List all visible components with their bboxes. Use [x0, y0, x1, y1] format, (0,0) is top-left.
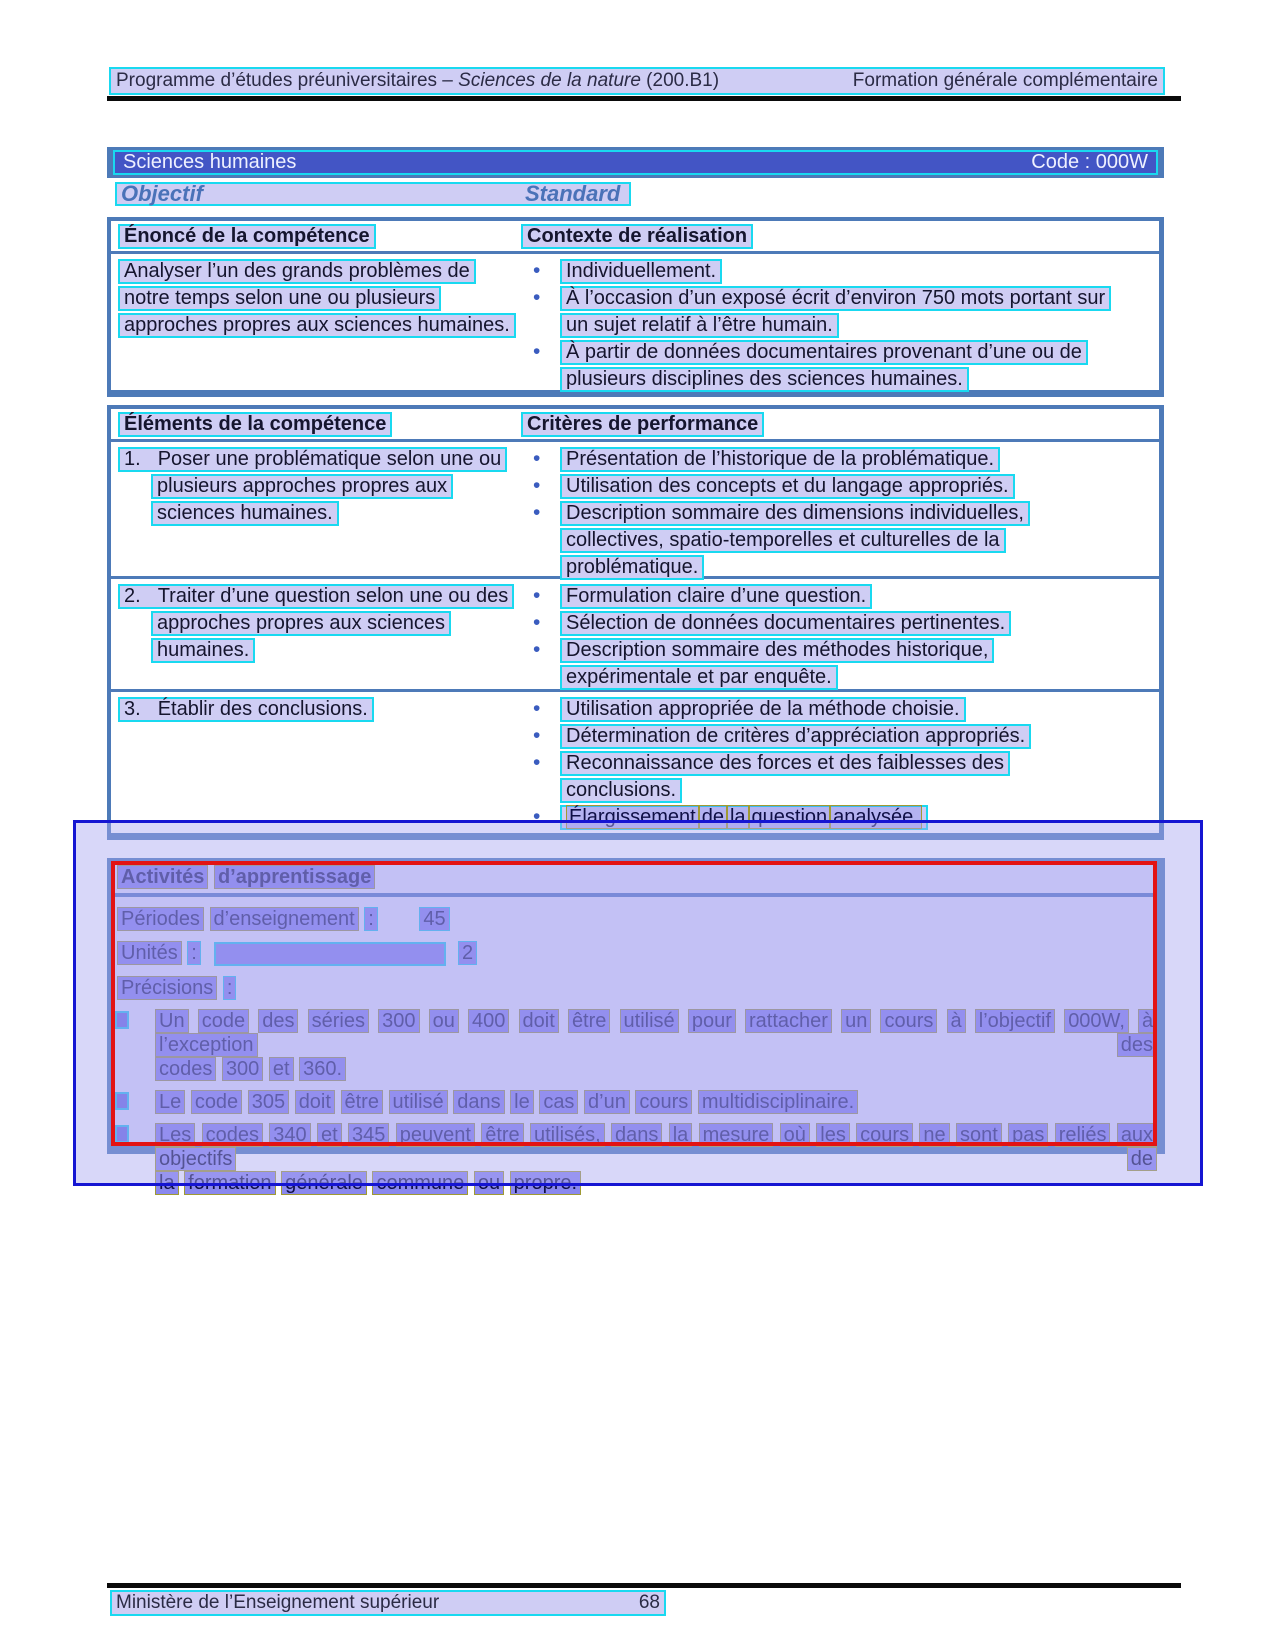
- text-line: • Description sommaire des méthodes historique,: [560, 638, 994, 663]
- item-number: 3.: [124, 698, 141, 720]
- table-row: [111, 442, 1159, 579]
- element-text: [118, 447, 520, 526]
- elements-header: Éléments de la compétence: [118, 412, 392, 437]
- word-box: Les: [155, 1123, 195, 1147]
- contexte-list: [521, 259, 1221, 394]
- word-box: propre.: [510, 1171, 581, 1195]
- list-item: [521, 259, 1221, 284]
- page-header: [109, 67, 1165, 95]
- objectif-heading: Objectif: [121, 181, 203, 206]
- text-line: • Détermination de critères d’appréciation appropriés.: [560, 724, 1031, 749]
- word-box: d’enseignement: [210, 907, 359, 931]
- colon: :: [364, 907, 378, 931]
- word-box: cours: [880, 1009, 937, 1033]
- activities-section: [111, 862, 1157, 1195]
- item-number: 1.: [124, 448, 141, 470]
- word-box: code: [191, 1090, 242, 1114]
- units-row: [117, 941, 1157, 966]
- word-box: à: [947, 1009, 966, 1033]
- word-box: mesure: [699, 1123, 774, 1147]
- word-box: multidisciplinaire.: [698, 1090, 858, 1114]
- word-box: la: [155, 1171, 179, 1195]
- list-item: [521, 751, 1221, 803]
- text-line: [560, 805, 928, 830]
- word-box: être: [481, 1123, 523, 1147]
- list-item: [521, 501, 1221, 580]
- list-item: [521, 805, 1221, 830]
- list-item: [521, 611, 1221, 636]
- word-box: et: [269, 1057, 294, 1081]
- list-item: [521, 474, 1221, 499]
- footer-rule: [107, 1583, 1181, 1588]
- list-item: [521, 286, 1221, 338]
- criteres-header: Critères de performance: [521, 412, 764, 437]
- word-box: 305: [248, 1090, 289, 1114]
- word-box: analysée.: [830, 805, 922, 829]
- units-label: [117, 941, 182, 965]
- item-number: 2.: [124, 585, 141, 607]
- word-box: les: [816, 1123, 850, 1147]
- elements-table-header: [111, 409, 1159, 439]
- word-box: dans: [453, 1090, 504, 1114]
- text-line: [155, 1057, 1157, 1081]
- word-box: séries: [308, 1009, 369, 1033]
- word-box: des: [258, 1009, 298, 1033]
- word-box: être: [568, 1009, 610, 1033]
- periods-label: [117, 907, 359, 931]
- list-item: [521, 584, 1221, 609]
- word-box: utilisé: [620, 1009, 679, 1033]
- word-box: de: [699, 805, 727, 829]
- word-box: Un: [155, 1009, 189, 1033]
- word-box: codes: [155, 1057, 216, 1081]
- text-line: • Formulation claire d’une question.: [560, 584, 872, 609]
- enonce-text: [118, 259, 520, 338]
- word-box: ou: [429, 1009, 459, 1033]
- text-line: • Utilisation des concepts et du langage appropriés.: [560, 474, 1015, 499]
- enonce-header: Énoncé de la compétence: [118, 224, 376, 249]
- footer-page-number: 68: [638, 1592, 660, 1613]
- element-text: [118, 584, 520, 663]
- text-line: 1. Poser une problématique selon une ou: [118, 447, 507, 472]
- word-box: être: [341, 1090, 383, 1114]
- periods-value: 45: [419, 907, 449, 931]
- text-line: collectives, spatio-temporelles et culturelles de la: [560, 528, 1006, 553]
- word-box: la: [727, 805, 749, 829]
- word-box: et: [317, 1123, 342, 1147]
- text-line: humaines.: [151, 638, 255, 663]
- word-box: doit: [295, 1090, 335, 1114]
- word-box: commune: [372, 1171, 468, 1195]
- text-line: • Présentation de l’historique de la problématique.: [560, 447, 1000, 472]
- precisions-row: [117, 976, 1157, 1000]
- word-box: le: [510, 1090, 534, 1114]
- activities-title-rule: [111, 893, 1157, 897]
- banner-highlight: [113, 150, 1158, 175]
- text-line: un sujet relatif à l’être humain.: [560, 313, 839, 338]
- word-box: rattacher: [745, 1009, 832, 1033]
- word-box: code: [198, 1009, 249, 1033]
- text-line: [155, 1171, 1157, 1195]
- precision-item: [111, 1123, 1157, 1195]
- word-box: 345: [348, 1123, 389, 1147]
- text-line: • À l’occasion d’un exposé écrit d’environ 750 mots portant sur: [560, 286, 1111, 311]
- text-line: problématique.: [560, 555, 704, 580]
- word-box: 340: [269, 1123, 310, 1147]
- table-row: [111, 692, 1159, 833]
- activities-title: [117, 866, 1157, 889]
- word-box: l’objectif: [975, 1009, 1055, 1033]
- text-line: • Description sommaire des dimensions individuelles,: [560, 501, 1030, 526]
- word-box: générale: [281, 1171, 367, 1195]
- word-box: pas: [1008, 1123, 1048, 1147]
- word-box: 400: [468, 1009, 509, 1033]
- units-empty-highlight-box: [214, 942, 446, 966]
- standard-heading: Standard: [525, 181, 621, 206]
- elements-table: [107, 405, 1164, 840]
- page-footer: [110, 1590, 666, 1616]
- text-line: • Sélection de données documentaires pertinentes.: [560, 611, 1011, 636]
- list-item: [521, 724, 1221, 749]
- list-item: [521, 697, 1221, 722]
- text-line: • Utilisation appropriée de la méthode choisie.: [560, 697, 966, 722]
- contexte-header: Contexte de réalisation: [521, 224, 753, 249]
- word-box: 360.: [299, 1057, 346, 1081]
- banner-code: Code : 000W: [1031, 151, 1148, 173]
- precisions-label: [117, 976, 217, 1000]
- word-box: 000W,: [1064, 1009, 1129, 1033]
- word-box: Élargissement: [566, 805, 699, 829]
- element-text: [118, 697, 520, 722]
- word-box: doit: [519, 1009, 559, 1033]
- word-box: la: [669, 1123, 693, 1147]
- word-box: à: [1138, 1009, 1157, 1033]
- text-line: notre temps selon une ou plusieurs: [118, 286, 441, 311]
- competence-table-body: [111, 254, 1159, 390]
- banner-title: Sciences humaines: [123, 151, 297, 173]
- criteres-list: [521, 447, 1221, 582]
- criteres-list: [521, 697, 1221, 832]
- periods-row: [117, 907, 1157, 931]
- text-line: [155, 1009, 1157, 1057]
- text-line: • Reconnaissance des forces et des faiblesses des: [560, 751, 1010, 776]
- text-line: plusieurs approches propres aux: [151, 474, 453, 499]
- word-box: dans: [611, 1123, 662, 1147]
- text-line: plusieurs disciplines des sciences humaines.: [560, 367, 969, 392]
- word-box: utilisé: [389, 1090, 448, 1114]
- text-line: approches propres aux sciences humaines.: [118, 313, 516, 338]
- word-box: reliés: [1055, 1123, 1111, 1147]
- word-box: Périodes: [117, 907, 204, 931]
- bullet-marker: [115, 1011, 129, 1029]
- text-line: Analyser l’un des grands problèmes de: [118, 259, 476, 284]
- precision-item: [111, 1090, 1157, 1114]
- competence-table-header: [111, 221, 1159, 251]
- colon: :: [187, 941, 201, 965]
- text-line: [155, 1123, 1157, 1171]
- table-row: [111, 579, 1159, 692]
- word-box: Activités: [117, 865, 208, 889]
- text-line: • À partir de données documentaires provenant d’une ou de: [560, 340, 1088, 365]
- word-box: pour: [688, 1009, 736, 1033]
- header-rule: [107, 96, 1181, 101]
- word-box: Unités: [117, 941, 182, 965]
- word-box: un: [841, 1009, 871, 1033]
- colon: :: [223, 976, 237, 1000]
- word-box: objectifs: [155, 1147, 236, 1171]
- word-box: d’un: [584, 1090, 630, 1114]
- precision-item: [111, 1009, 1157, 1081]
- word-box: cours: [635, 1090, 692, 1114]
- text-line: 3. Établir des conclusions.: [118, 697, 374, 722]
- word-box: aux: [1117, 1123, 1157, 1147]
- word-box: de: [1127, 1147, 1157, 1171]
- word-box: peuvent: [396, 1123, 475, 1147]
- criteres-list: [521, 584, 1221, 692]
- text-line: approches propres aux sciences: [151, 611, 451, 636]
- word-box: Le: [155, 1090, 185, 1114]
- list-item: [521, 638, 1221, 690]
- word-box: utilisés,: [530, 1123, 605, 1147]
- text-line: [155, 1090, 1157, 1114]
- word-box: 300: [222, 1057, 263, 1081]
- word-box: cas: [539, 1090, 578, 1114]
- list-item: [521, 340, 1221, 392]
- word-box: Précisions: [117, 976, 217, 1000]
- section-banner: [107, 147, 1164, 178]
- word-box: ou: [474, 1171, 504, 1195]
- word-box: formation: [184, 1171, 275, 1195]
- competence-table: [107, 217, 1164, 397]
- units-value: 2: [458, 941, 477, 965]
- page-header-right: Formation générale complémentaire: [852, 70, 1158, 91]
- word-box: des: [1117, 1033, 1157, 1057]
- word-box: sont: [956, 1123, 1002, 1147]
- word-box: cours: [856, 1123, 913, 1147]
- bullet-marker: [115, 1125, 129, 1143]
- word-box: question: [749, 805, 831, 829]
- text-line: 2. Traiter d’une question selon une ou des: [118, 584, 514, 609]
- text-line: conclusions.: [560, 778, 682, 803]
- page-header-left: Programme d’études préuniversitaires – Sciences de la nature (200.B1): [116, 70, 720, 91]
- word-box: d’apprentissage: [214, 865, 375, 889]
- word-box: l’exception: [155, 1033, 258, 1057]
- word-box: 300: [378, 1009, 419, 1033]
- list-item: [521, 447, 1221, 472]
- word-box: codes: [202, 1123, 263, 1147]
- word-box: où: [780, 1123, 810, 1147]
- text-line: expérimentale et par enquête.: [560, 665, 838, 690]
- text-line: sciences humaines.: [151, 501, 339, 526]
- objectif-standard-row: [115, 182, 631, 206]
- footer-left-text: Ministère de l’Enseignement supérieur: [116, 1592, 440, 1613]
- bullet-marker: [115, 1092, 129, 1110]
- text-line: • Individuellement.: [560, 259, 722, 284]
- word-box: ne: [919, 1123, 949, 1147]
